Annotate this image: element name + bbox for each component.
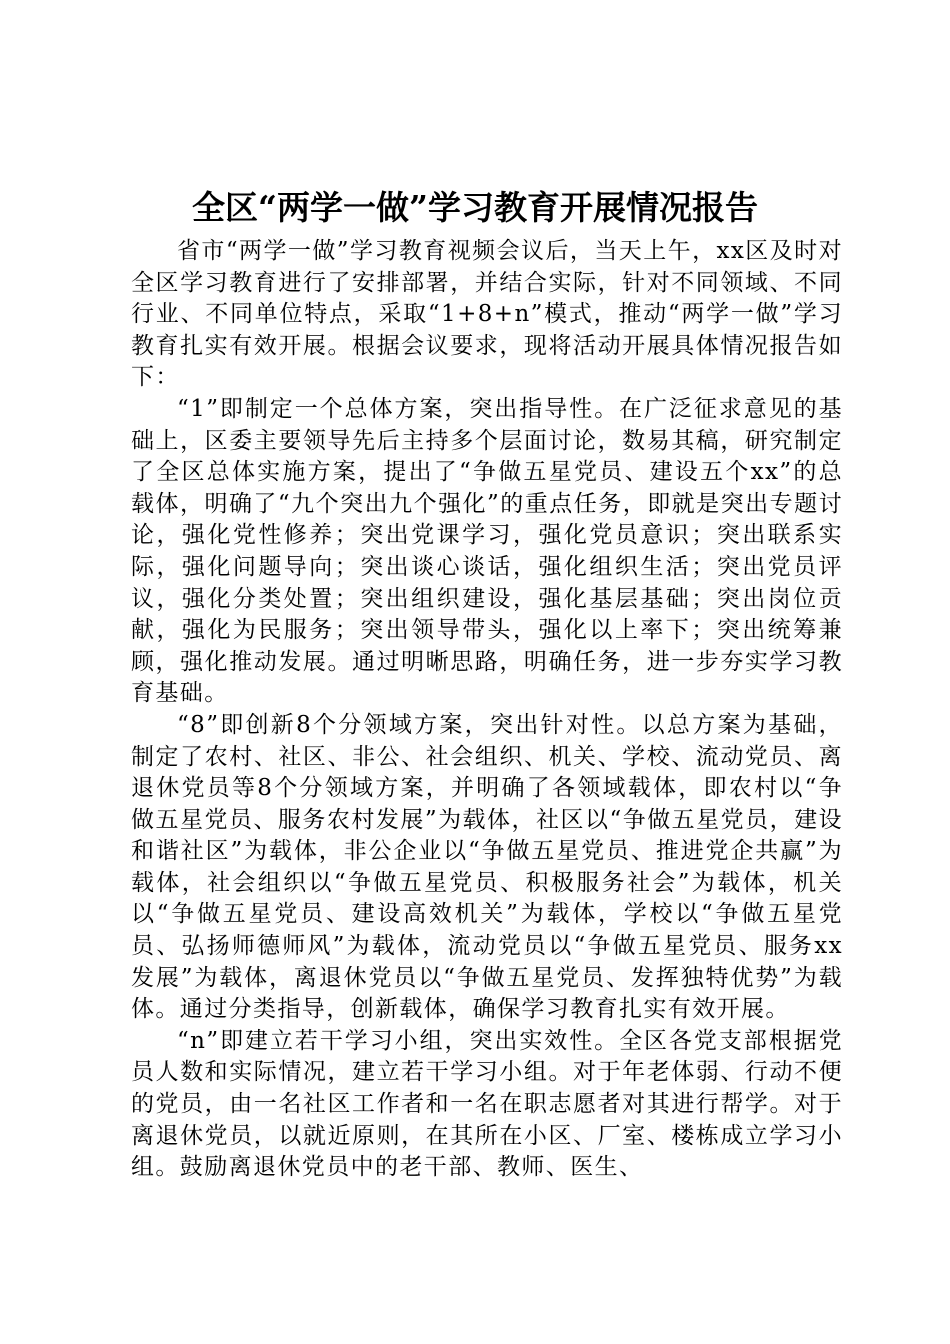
document-body: [131, 236, 843, 1184]
paragraph-n-study-groups: “n”即建立若干学习小组，突出实效性。全区各党支部根据党员人数和实际情况，建立若干学习小组。对于年老体弱、行动不便的党员，由一名社区工作者和一名在职志愿者对其进行帮学。对于离退休党员，以就近原则，在其所在小区、厂室、楼栋成立学习小组。鼓励离退休党员中的老干部、教师、医生、: [131, 1027, 843, 1181]
document-title: 全区“两学一做”学习教育开展情况报告: [192, 188, 758, 227]
paragraph-intro: 省市“两学一做”学习教育视频会议后，当天上午，xx区及时对全区学习教育进行了安排部署，并结合实际，针对不同领域、不同行业、不同单位特点，采取“1+8+n”模式，推动“两学一做”学习教育扎实有效开展。根据会议要求，现将活动开展具体情况报告如下：: [131, 238, 843, 391]
paragraph-one-overall-plan: “1”即制定一个总体方案，突出指导性。在广泛征求意见的基础上，区委主要领导先后主持多个层面讨论，数易其稿，研究制定了全区总体实施方案，提出了“争做五星党员、建设五个xx”的总载体，明确了“九个突出九个强化”的重点任务，即就是突出专题讨论，强化党性修养；突出党课学习，强化党员意识；突出联系实际，强化问题导向；突出谈心谈话，强化组织生活；突出党员评议，强化分类处置；突出组织建设，强化基层基础；突出岗位贡献，强化为民服务；突出领导带头，强化以上率下；突出统筹兼顾，强化推动发展。通过明晰思路，明确任务，进一步夯实学习教育基础。: [131, 395, 843, 707]
paragraph-eight-sector-plans: “8”即创新8个分领域方案，突出针对性。以总方案为基础，制定了农村、社区、非公、社会组织、机关、学校、流动党员、离退休党员等8个分领域方案，并明确了各领域载体，即农村以“争做五星党员、服务农村发展”为载体，社区以“争做五星党员，建设和谐社区”为载体，非公企业以“争做五星党员、推进党企共赢”为载体，社会组织以“争做五星党员、积极服务社会”为载体，机关以“争做五星党员、建设高效机关”为载体，学校以“争做五星党员、弘扬师德师风”为载体，流动党员以“争做五星党员、服务xx发展”为载体，离退休党员以“争做五星党员、发挥独特优势”为载体。通过分类指导，创新载体，确保学习教育扎实有效开展。: [131, 711, 843, 1023]
